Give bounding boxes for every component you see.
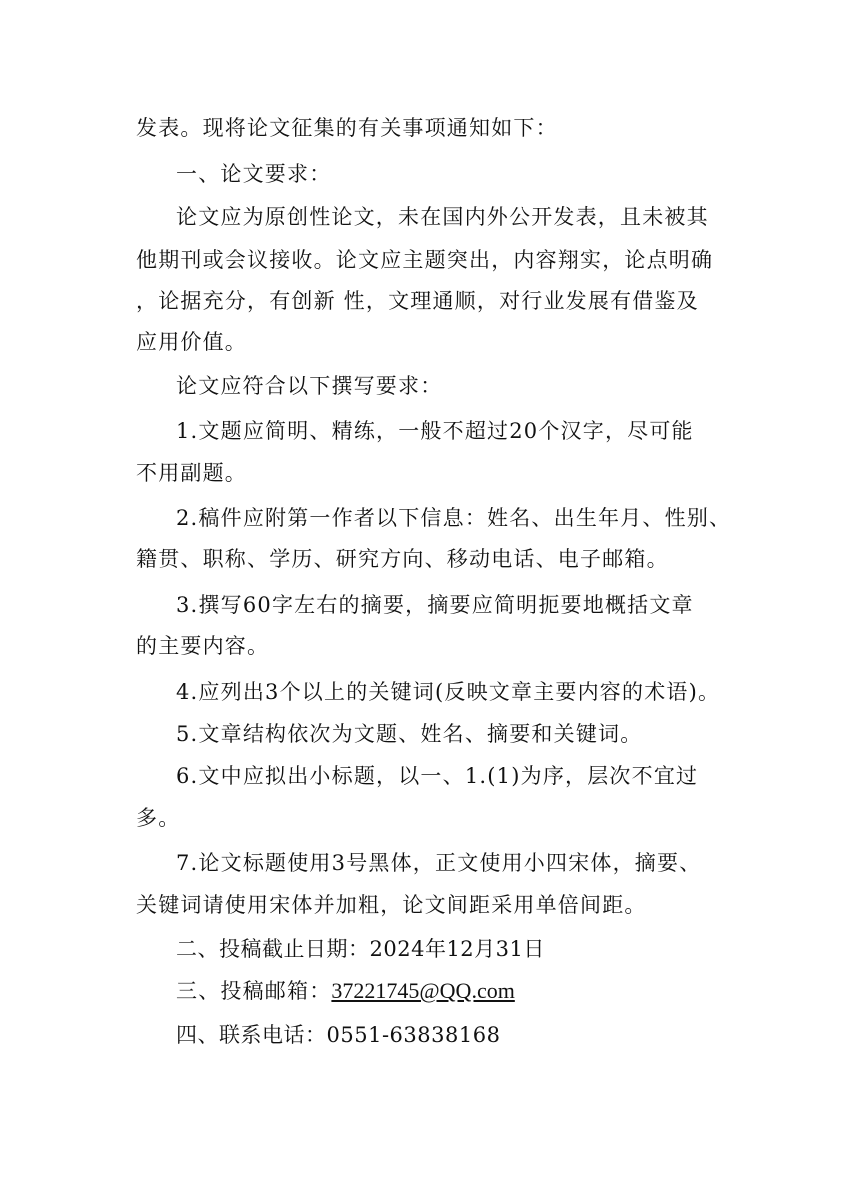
email-label: 三、投稿邮箱： <box>176 979 332 1003</box>
list-item: 4.应列出3个以上的关键词(反映文章主要内容的术语)。 <box>176 680 721 704</box>
list-item-continuation: 不用副题。 <box>136 461 247 485</box>
list-item-continuation: 关键词请使用宋体并加粗，论文间距采用单倍间距。 <box>136 893 647 917</box>
list-item: 7.论文标题使用3号黑体，正文使用小四宋体，摘要、 <box>176 851 702 875</box>
section-heading-requirements: 一、论文要求： <box>176 162 332 186</box>
paragraph-line: 论文应为原创性论文，未在国内外公开发表，且未被其 <box>176 205 709 229</box>
list-item: 1.文题应简明、精练，一般不超过20个汉字，尽可能 <box>176 419 694 443</box>
list-item-continuation: 籍贯、职称、学历、研究方向、移动电话、电子邮箱。 <box>136 547 669 571</box>
list-item-continuation: 多。 <box>136 806 181 830</box>
paragraph-line: 他期刊或会议接收。论文应主题突出，内容翔实，论点明确 <box>136 248 714 272</box>
email-link[interactable]: 37221745@QQ.com <box>331 978 515 1003</box>
list-item-continuation: 的主要内容。 <box>136 634 270 658</box>
intro-line: 发表。现将论文征集的有关事项通知如下： <box>136 116 558 140</box>
list-item: 6.文中应拟出小标题，以一、1.(1)为序，层次不宜过 <box>176 764 699 788</box>
deadline-line: 二、投稿截止日期：2024年12月31日 <box>176 937 545 961</box>
phone-line: 四、联系电话：0551-63838168 <box>176 1023 501 1047</box>
list-item: 3.撰写60字左右的摘要，摘要应简明扼要地概括文章 <box>176 593 694 617</box>
list-item: 2.稿件应附第一作者以下信息：姓名、出生年月、性别、 <box>176 506 732 530</box>
list-item: 5.文章结构依次为文题、姓名、摘要和关键词。 <box>176 722 643 746</box>
paragraph-line: ，论据充分，有创新 性，文理通顺，对行业发展有借鉴及 <box>136 289 699 313</box>
paragraph-line: 论文应符合以下撰写要求： <box>176 374 443 398</box>
paragraph-line: 应用价值。 <box>136 330 247 354</box>
email-line <box>176 978 515 1004</box>
